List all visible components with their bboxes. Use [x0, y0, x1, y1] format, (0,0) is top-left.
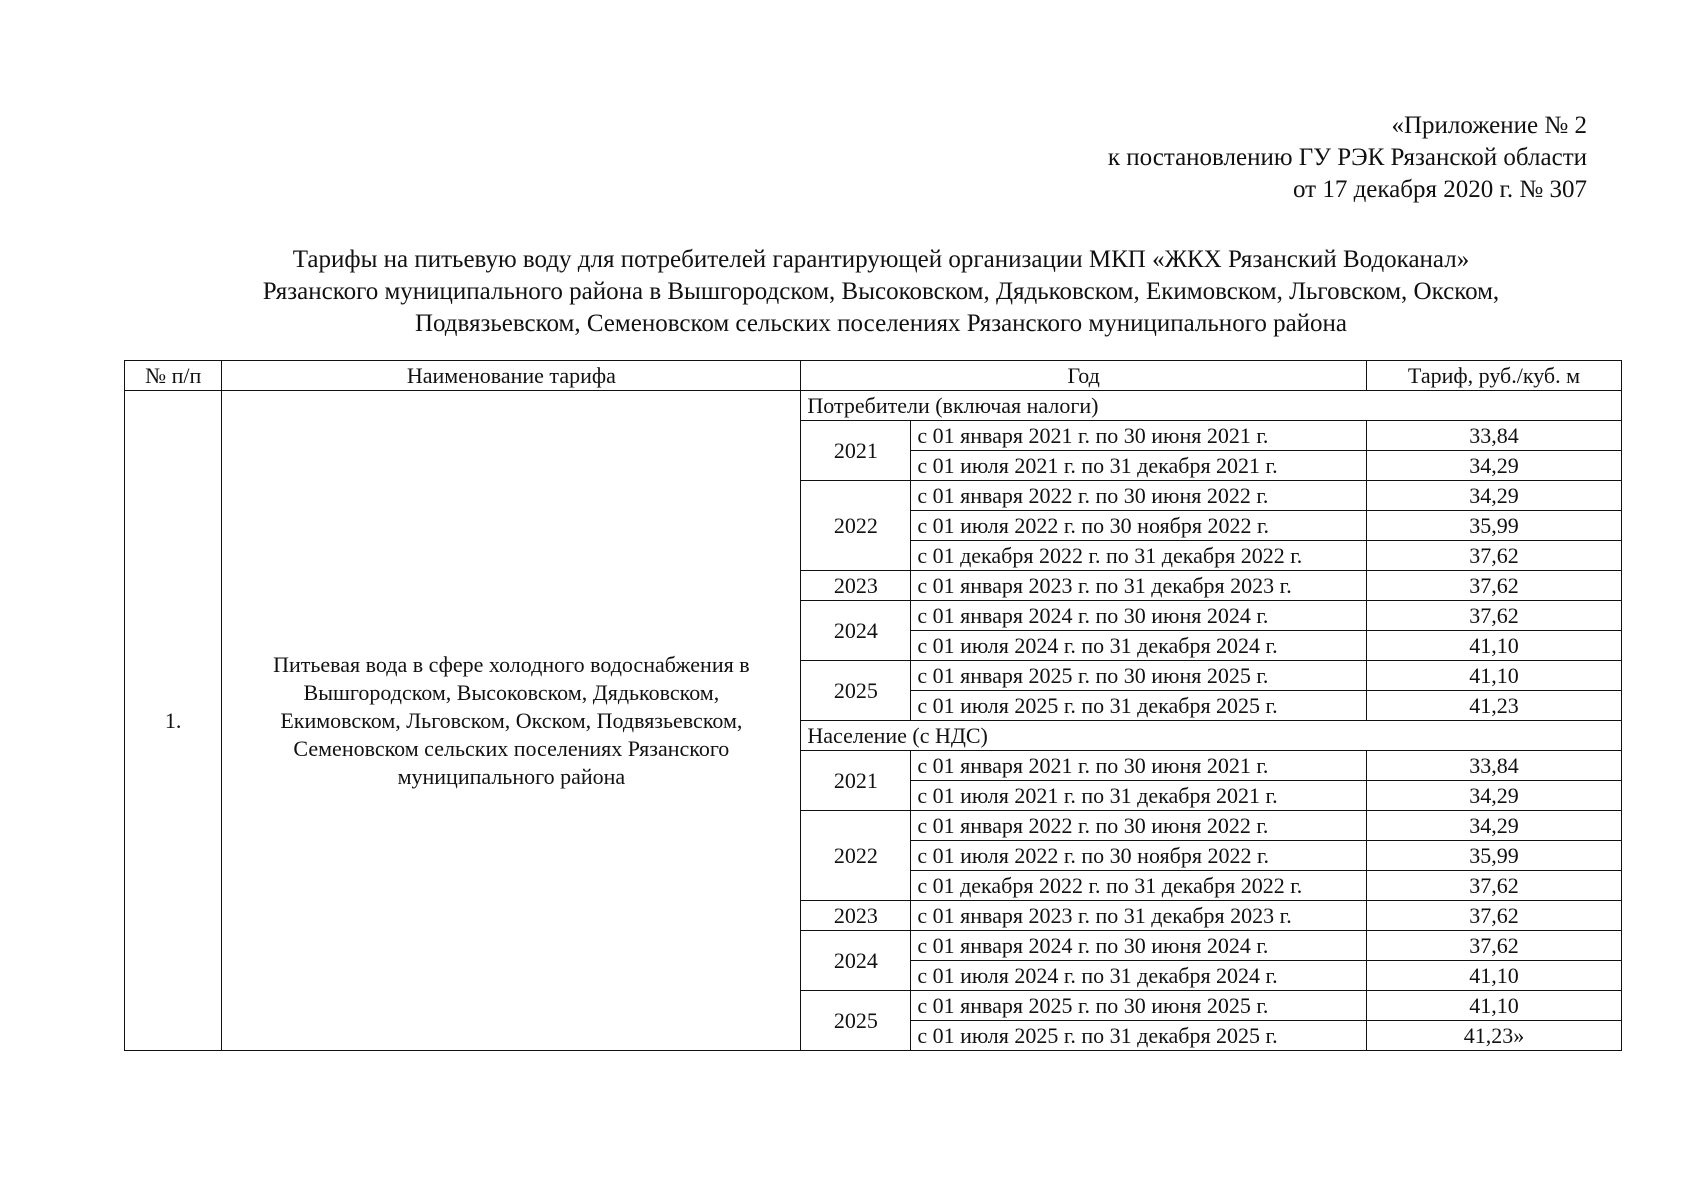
year-cell: 2023	[801, 901, 911, 931]
section-row	[125, 391, 1622, 421]
tariff-value-cell: 35,99	[1366, 841, 1621, 871]
period-cell: с 01 июля 2022 г. по 30 ноября 2022 г.	[911, 841, 1367, 871]
header-number: № п/п	[125, 361, 222, 391]
period-cell: с 01 января 2025 г. по 30 июня 2025 г.	[911, 661, 1367, 691]
tariff-value-cell: 41,10	[1366, 631, 1621, 661]
tariff-value-cell: 34,29	[1366, 811, 1621, 841]
period-cell: с 01 июля 2025 г. по 31 декабря 2025 г.	[911, 1021, 1367, 1051]
year-cell: 2021	[801, 421, 911, 481]
tariff-value-cell: 41,10	[1366, 661, 1621, 691]
tariff-value-cell: 37,62	[1366, 541, 1621, 571]
tariff-value-cell: 41,10	[1366, 961, 1621, 991]
year-cell: 2025	[801, 661, 911, 721]
period-cell: с 01 июля 2022 г. по 30 ноября 2022 г.	[911, 511, 1367, 541]
tariff-value-cell: 37,62	[1366, 871, 1621, 901]
header-tariff-name: Наименование тарифа	[222, 361, 801, 391]
title-line-2: Рязанского муниципального района в Вышгородском, Высоковском, Дядьковском, Екимовском, Льговском, Окском,	[262, 278, 1500, 305]
period-cell: с 01 января 2022 г. по 30 июня 2022 г.	[911, 811, 1367, 841]
period-cell: с 01 июля 2025 г. по 31 декабря 2025 г.	[911, 691, 1367, 721]
title-line-3: Подвязьевском, Семеновском сельских поселениях Рязанского муниципального района	[414, 310, 1348, 337]
table-header-row	[125, 361, 1622, 391]
year-cell: 2021	[801, 751, 911, 811]
period-cell: с 01 декабря 2022 г. по 31 декабря 2022 г.	[911, 871, 1367, 901]
tariff-value-cell: 37,62	[1366, 571, 1621, 601]
document-title	[100, 244, 1662, 340]
tariff-table	[124, 360, 1622, 1051]
tariff-value-cell: 34,29	[1366, 481, 1621, 511]
section-label: Потребители (включая налоги)	[801, 391, 1622, 421]
year-cell: 2024	[801, 931, 911, 991]
period-cell: с 01 июля 2021 г. по 31 декабря 2021 г.	[911, 451, 1367, 481]
period-cell: с 01 января 2021 г. по 30 июня 2021 г.	[911, 751, 1367, 781]
document-header	[1108, 110, 1587, 206]
tariff-value-cell: 33,84	[1366, 421, 1621, 451]
period-cell: с 01 июля 2021 г. по 31 декабря 2021 г.	[911, 781, 1367, 811]
period-cell: с 01 декабря 2022 г. по 31 декабря 2022 г.	[911, 541, 1367, 571]
title-line-1: Тарифы на питьевую воду для потребителей гарантирующей организации МКП «ЖКХ Рязанский Водоканал»	[292, 246, 1470, 273]
period-cell: с 01 января 2025 г. по 30 июня 2025 г.	[911, 991, 1367, 1021]
header-year: Год	[801, 361, 1367, 391]
section-label: Население (с НДС)	[801, 721, 1622, 751]
period-cell: с 01 января 2024 г. по 30 июня 2024 г.	[911, 601, 1367, 631]
year-cell: 2022	[801, 481, 911, 571]
tariff-value-cell: 34,29	[1366, 781, 1621, 811]
tariff-value-cell: 33,84	[1366, 751, 1621, 781]
tariff-value-cell: 37,62	[1366, 601, 1621, 631]
year-cell: 2022	[801, 811, 911, 901]
year-cell: 2024	[801, 601, 911, 661]
resolution-date: от 17 декабря 2020 г. № 307	[1292, 176, 1587, 203]
year-cell: 2025	[801, 991, 911, 1051]
period-cell: с 01 января 2023 г. по 31 декабря 2023 г.	[911, 901, 1367, 931]
tariff-value-cell: 41,23»	[1366, 1021, 1621, 1051]
period-cell: с 01 января 2024 г. по 30 июня 2024 г.	[911, 931, 1367, 961]
period-cell: с 01 июля 2024 г. по 31 декабря 2024 г.	[911, 631, 1367, 661]
appendix-label: «Приложение № 2	[1391, 112, 1587, 139]
tariff-value-cell: 41,10	[1366, 991, 1621, 1021]
tariff-name: Питьевая вода в сфере холодного водоснабжения в Вышгородском, Высоковском, Дядьковском, Екимовском, Льговском, Окском, Подвязьевском, Семеновском сельских поселениях Рязанского муниципального района	[222, 391, 801, 1051]
period-cell: с 01 января 2022 г. по 30 июня 2022 г.	[911, 481, 1367, 511]
resolution-reference: к постановлению ГУ РЭК Рязанской области	[1107, 144, 1587, 171]
period-cell: с 01 января 2021 г. по 30 июня 2021 г.	[911, 421, 1367, 451]
period-cell: с 01 июля 2024 г. по 31 декабря 2024 г.	[911, 961, 1367, 991]
tariff-value-cell: 37,62	[1366, 901, 1621, 931]
period-cell: с 01 января 2023 г. по 31 декабря 2023 г.	[911, 571, 1367, 601]
tariff-value-cell: 41,23	[1366, 691, 1621, 721]
header-tariff-value: Тариф, руб./куб. м	[1366, 361, 1621, 391]
table-body	[125, 391, 1622, 1051]
tariff-value-cell: 35,99	[1366, 511, 1621, 541]
tariff-value-cell: 37,62	[1366, 931, 1621, 961]
tariff-value-cell: 34,29	[1366, 451, 1621, 481]
year-cell: 2023	[801, 571, 911, 601]
row-number: 1.	[125, 391, 222, 1051]
